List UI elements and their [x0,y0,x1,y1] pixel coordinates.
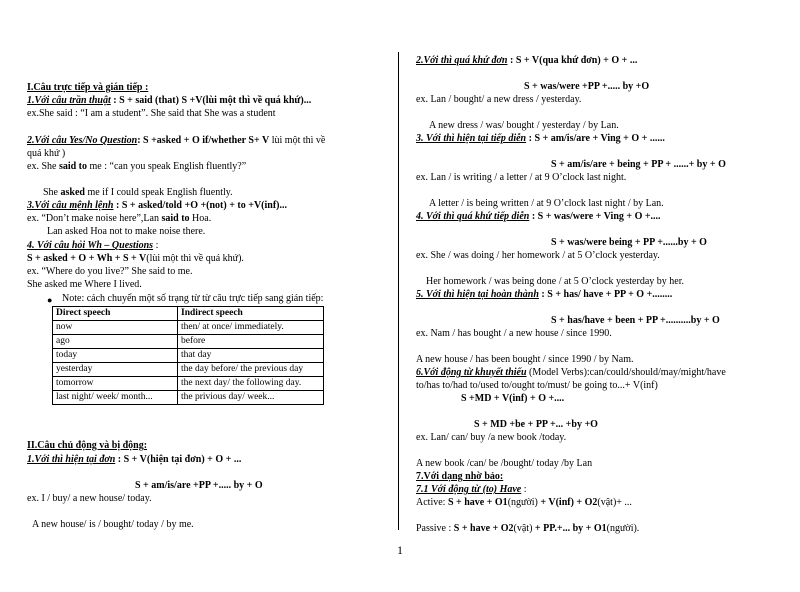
column-divider [398,52,399,530]
s1-2-line [27,135,325,147]
r5-result: A new house / has been bought / since 1990 / by Nam. [416,354,634,365]
r4-example: ex. She / was doing / her homework / at 5 O’clock yesterday. [416,250,660,261]
r2-result: A new dress / was/ bought / yesterday / by Lan. [429,120,619,131]
r6-head: 6.Với động từ khuyết thiếu [416,367,527,378]
r5-formula: : S + has/ have + PP + O +........ [538,289,673,300]
r7-passive-c: + PP.+... by + O1 [532,523,607,534]
r6-formula2: to/has to/had to/used to/ought to/must/ be going to...+ V(inf) [416,380,658,391]
r2-line [416,55,637,67]
r7-1-head: 7.1 Với động từ (to) Have [416,484,522,495]
s2-1-head: 1.Với thì hiện tại đơn [27,454,116,465]
table-row [53,349,324,363]
s1-3-result: Lan asked Hoa not to make noise there. [47,226,206,237]
s1-4-line [27,240,158,252]
s1-2-head: 2.Với câu Yes/No Question [27,135,138,146]
s1-3-line [27,200,287,212]
r6-active: S +MD + V(inf) + O +.... [461,393,565,404]
r7-passive-label: Passive : [416,523,454,534]
r3-passive: S + am/is/are + being + PP + ......+ by + O [551,159,726,170]
s1-4-result: She asked me Where I lived. [27,279,142,290]
r7-1-line [416,484,527,496]
r6-passive: S + MD +be + PP +... +by +O [474,419,598,430]
s1-4-head: 4. Với câu hỏi Wh – Questions [27,240,154,251]
table-cell: the day before/ the previous day [178,363,324,377]
r5-example: ex. Nam / has bought / a new house / since 1990. [416,328,612,339]
s1-2-res-a: She [43,187,61,198]
s1-4-formula: S + asked + O + Wh + S + V [27,253,147,264]
table-cell: now [53,321,178,335]
table-cell: yesterday [53,363,178,377]
r7-1-colon: : [521,484,527,495]
r3-formula: : S + am/is/are + Ving + O + ...... [526,133,665,144]
r6-formula: (Model Verbs):can/could/should/may/might/have [526,367,726,378]
r7-active: S + have + O1 [447,497,508,508]
table-cell: the privious day/ week... [178,391,324,405]
s1-3-ex-b: said to [161,213,190,224]
r7-passive: S + have + O2 [453,523,514,534]
table-cell: last night/ week/ month... [53,391,178,405]
table-cell: today [53,349,178,363]
s2-1-formula: : S + V(hiện tại đơn) + O + ... [115,454,242,465]
r5-line [416,289,672,301]
s1-1-head: 1.Với câu trần thuật [27,95,111,106]
s1-3-formula: : S + asked/told +O +(not) + to +V(inf)... [113,200,287,211]
section1-title: I.Câu trực tiếp và gián tiếp : [27,82,149,93]
r4-line [416,211,661,223]
r2-head: 2.Với thì quá khứ đơn [416,55,508,66]
table-row [53,321,324,335]
r2-formula: : S + V(qua khứ đơn) + O + ... [507,55,638,66]
table-row [53,363,324,377]
r4-result: Her homework / was being done / at 5 O’clock yesterday by her. [426,276,684,287]
table-row [53,335,324,349]
r2-passive: S + was/were +PP +..... by +O [524,81,650,92]
table-cell: before [178,335,324,349]
r7-active-d: (vật)+ ... [597,497,632,508]
s1-3-ex-c: Hoa. [189,213,212,224]
r7-passive-b: (vật) [513,523,533,534]
s1-2-tail2: quá khứ ) [27,148,66,159]
r3-line [416,133,665,145]
s1-2-formula: : S +asked + O if/whether S+ V [137,135,270,146]
s2-1-result: A new house/ is / bought/ today / by me. [32,519,194,530]
s1-2-tail: lùi một thì về [269,135,326,146]
s1-4-example: ex. “Where do you live?” She said to me. [27,266,193,277]
s1-1-formula: : S + said (that) S +V(lùi một thì về quá khứ)... [110,95,312,106]
r7-active-c: + V(inf) + O2 [537,497,598,508]
s1-1-line [27,95,311,107]
r7-head: 7.Với dạng nhờ bảo: [416,471,504,482]
note-text: Note: cách chuyển một số trạng từ từ câu trực tiếp sang gián tiếp: [62,293,324,304]
s2-1-line [27,454,241,466]
r7-passive-d: (người). [606,523,640,534]
r7-active-label: Active: [416,497,448,508]
s1-2-result [43,187,233,199]
page-number: 1 [397,543,403,557]
table-cell: that day [178,349,324,363]
r7-active-line [416,497,632,509]
r3-example: ex. Lan / is writing / a letter / at 9 O’clock last night. [416,172,627,183]
table-header-row [53,307,324,321]
s1-2-ex-c: me : “can you speak English fluently?” [87,161,247,172]
s1-4-formula-line [27,253,244,265]
r4-formula: : S + was/were + Ving + O +.... [529,211,661,222]
r4-passive: S + was/were being + PP +......by + O [551,237,707,248]
r6-example: ex. Lan/ can/ buy /a new book /today. [416,432,567,443]
section2-title: II.Câu chủ động và bị động: [27,440,148,451]
table-row [53,391,324,405]
r7-passive-line [416,523,639,535]
r3-head: 3. Với thì hiện tại tiếp diễn [416,133,527,144]
s1-2-ex-b: said to [58,161,88,172]
s2-1-example: ex. I / buy/ a new house/ today. [27,493,152,504]
r5-passive: S + has/have + been + PP +..........by + O [551,315,720,326]
s1-4-colon: : [153,240,159,251]
s1-3-head: 3.Với câu mệnh lệnh [27,200,114,211]
s1-2-res-b: asked [60,187,85,198]
s1-2-ex-a: ex. She [27,161,59,172]
table-row [53,377,324,391]
r5-head: 5. Với thì hiện tại hoàn thành [416,289,539,300]
table-cell: tomorrow [53,377,178,391]
table-cell: the next day/ the following day. [178,377,324,391]
s1-3-example [27,213,211,225]
table-cell: then/ at once/ immediately. [178,321,324,335]
s2-1-passive: S + am/is/are +PP +..... by + O [135,480,263,491]
r2-example: ex. Lan / bought/ a new dress / yesterday. [416,94,582,105]
r6-result: A new book /can/ be /bought/ today /by Lan [416,458,593,469]
s1-2-res-c: me if I could speak English fluently. [84,187,233,198]
bullet-icon: ● [47,295,53,305]
table-cell: ago [53,335,178,349]
r4-head: 4. Với thì quá khứ tiếp diễn [416,211,530,222]
table-header-indirect: Indirect speech [178,307,324,321]
s1-3-ex-a: ex. “Don’t make noise here”,Lan [27,213,162,224]
s1-2-example [27,161,246,173]
s1-1-example: ex.She said : “I am a student”. She said that She was a student [27,108,276,119]
s1-4-formula-tail: (lùi một thì về quá khứ). [146,253,244,264]
table-header-direct: Direct speech [53,307,178,321]
r7-active-b: (người) [507,497,538,508]
r6-line [416,367,726,379]
r3-result: A letter / is being written / at 9 O’clock last night / by Lan. [429,198,664,209]
adverb-conversion-table [52,306,324,405]
